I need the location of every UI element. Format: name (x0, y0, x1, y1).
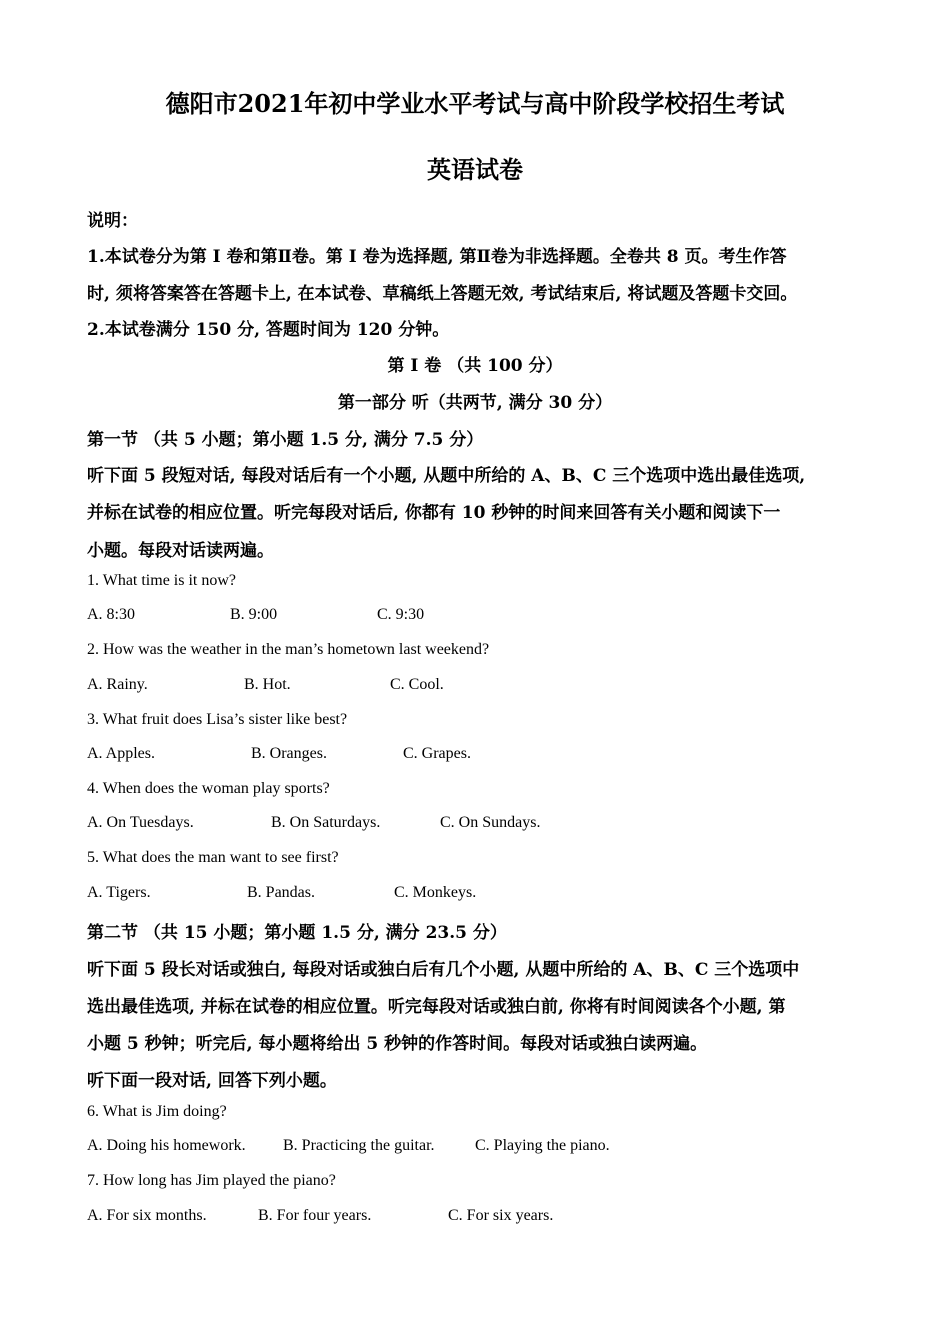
question-option-c: C. On Sundays. (440, 814, 541, 831)
question-option-b: B. For four years. (258, 1207, 372, 1224)
question-option-b: B. On Saturdays. (271, 814, 381, 831)
question-option-b: B. Hot. (244, 676, 291, 693)
exam-subtitle: 英语试卷 (427, 155, 523, 184)
question-option-b: B. Oranges. (251, 745, 327, 762)
section2-directions-c: 小题 5 秒钟；听完后, 每小题将给出 5 秒钟的作答时间。每段对话或独白读两遍。 (87, 1034, 708, 1054)
question-option-c: C. For six years. (448, 1207, 554, 1224)
instructions-line-1a: 1.本试卷分为第 I 卷和第Ⅱ卷。第 I 卷为选择题, 第Ⅱ卷为非选择题。全卷共 8 页。考生作答 (87, 247, 787, 267)
question-option-c: C. Playing the piano. (475, 1137, 610, 1154)
section1-heading: 第一节 （共 5 小题；第小题 1.5 分, 满分 7.5 分） (87, 430, 484, 450)
question-text: 5. What does the man want to see first? (87, 849, 339, 866)
question-option-c: C. 9:30 (377, 606, 425, 623)
section2-heading: 第二节 （共 15 小题；第小题 1.5 分, 满分 23.5 分） (87, 923, 507, 943)
question-text: 7. How long has Jim played the piano? (87, 1172, 336, 1189)
question-option-a: A. Doing his homework. (87, 1137, 246, 1154)
part-heading: 第一部分 听（共两节, 满分 30 分） (337, 393, 613, 413)
question-text: 4. When does the woman play sports? (87, 780, 330, 797)
question-option-b: B. 9:00 (230, 606, 278, 623)
instructions-line-2: 2.本试卷满分 150 分, 答题时间为 120 分钟。 (87, 320, 450, 340)
section2-directions-a: 听下面 5 段长对话或独白, 每段对话或独白后有几个小题, 从题中所给的 A、B、C 三个选项中 (87, 960, 800, 980)
question-option-a: A. Rainy. (87, 676, 148, 693)
question-option-a: A. On Tuesdays. (87, 814, 194, 831)
question-text: 6. What is Jim doing? (87, 1103, 227, 1120)
instructions-label: 说明： (87, 211, 138, 231)
question-option-a: A. Tigers. (87, 884, 151, 901)
volume-heading: 第 I 卷 （共 100 分） (387, 356, 563, 376)
question-option-c: C. Grapes. (403, 745, 471, 762)
question-option-c: C. Cool. (390, 676, 444, 693)
section1-directions-b: 并标在试卷的相应位置。听完每段对话后, 你都有 10 秒钟的时间来回答有关小题和阅读下一 (87, 503, 781, 523)
question-option-b: B. Practicing the guitar. (283, 1137, 435, 1154)
section2-prompt: 听下面一段对话, 回答下列小题。 (87, 1071, 337, 1091)
instructions-line-1b: 时, 须将答案答在答题卡上, 在本试卷、草稿纸上答题无效, 考试结束后, 将试题及答题卡交回。 (87, 284, 798, 304)
section1-directions-c: 小题。每段对话读两遍。 (87, 541, 274, 561)
question-option-c: C. Monkeys. (394, 884, 477, 901)
section2-directions-b: 选出最佳选项, 并标在试卷的相应位置。听完每段对话或独白前, 你将有时间阅读各个小题, 第 (87, 997, 786, 1017)
exam-title: 德阳市2021年初中学业水平考试与高中阶段学校招生考试 (165, 89, 785, 118)
question-option-a: A. 8:30 (87, 606, 135, 623)
question-text: 2. How was the weather in the man’s hometown last weekend? (87, 641, 490, 658)
question-text: 3. What fruit does Lisa’s sister like best? (87, 711, 348, 728)
question-option-b: B. Pandas. (247, 884, 315, 901)
question-text: 1. What time is it now? (87, 572, 237, 589)
section1-directions-a: 听下面 5 段短对话, 每段对话后有一个小题, 从题中所给的 A、B、C 三个选项中选出最佳选项, (87, 466, 806, 486)
question-option-a: A. For six months. (87, 1207, 207, 1224)
question-option-a: A. Apples. (87, 745, 155, 762)
